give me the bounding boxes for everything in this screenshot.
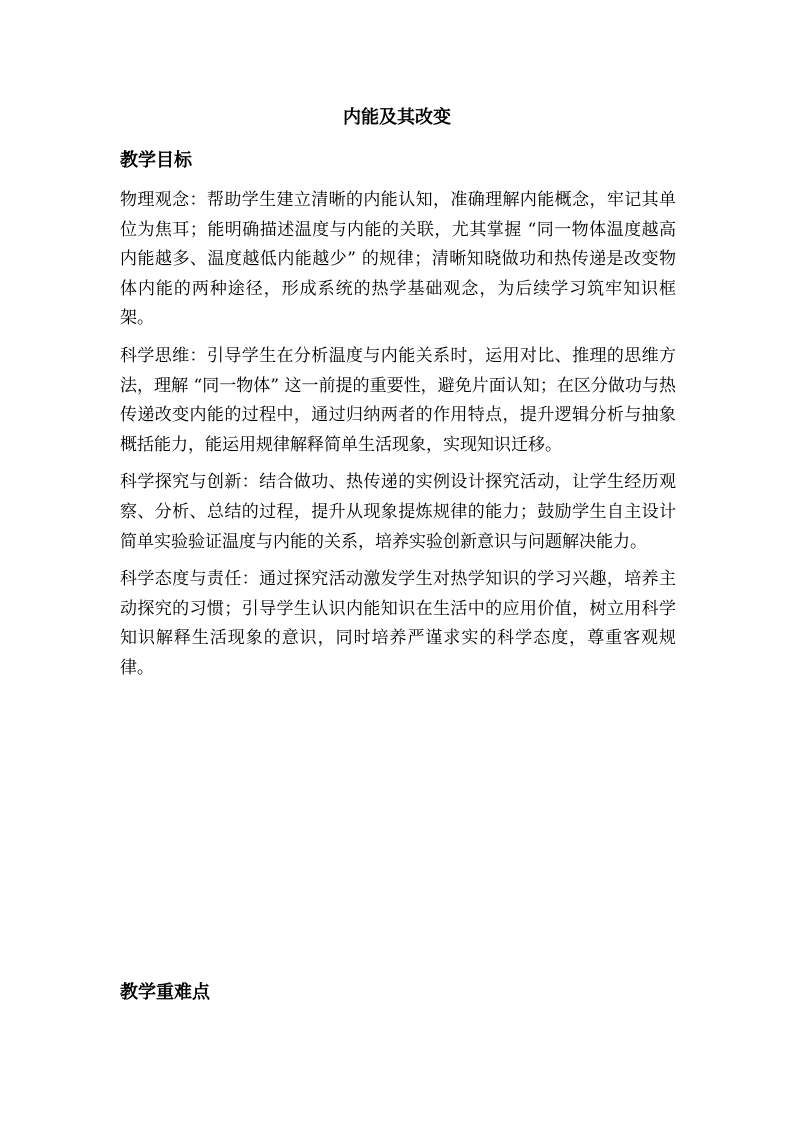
document-title: 内能及其改变 [343, 107, 451, 128]
objective-physics-concept: 物理观念：帮助学生建立清晰的内能认知，准确理解内能概念，牢记其单位为焦耳；能明确描述温度与内能的关联，尤其掌握 “同一物体温度越高内能越多、温度越低内能越少” 的规律；清晰知晓做功和热传递是改变物体内能的两种途径，形成系统的热学基础观念，为后续学习筑牢知识框架。 [120, 190, 676, 329]
teaching-objectives-heading: 教学目标 [120, 150, 192, 171]
key-difficulties-heading: 教学重难点 [120, 982, 210, 1003]
objective-scientific-thinking: 科学思维：引导学生在分析温度与内能关系时，运用对比、推理的思维方法，理解 “同一物体” 这一前提的重要性，避免片面认知；在区分做功与热传递改变内能的过程中，通过归纳两者的作用特点，提升逻辑分析与抽象概括能力，能运用规律解释简单生活现象，实现知识迁移。 [120, 345, 676, 455]
objective-attitude-responsibility: 科学态度与责任：通过探究活动激发学生对热学知识的学习兴趣，培养主动探究的习惯；引导学生认识内能知识在生活中的应用价值，树立用科学知识解释生活现象的意识，同时培养严谨求实的科学态度，尊重客观规律。 [120, 569, 676, 678]
teaching-objectives-body [120, 186, 676, 692]
objective-inquiry-innovation: 科学探究与创新：结合做功、热传递的实例设计探究活动，让学生经历观察、分析、总结的过程，提升从现象提炼规律的能力；鼓励学生自主设计简单实验验证温度与内能的关系，培养实验创新意识与问题解决能力。 [120, 472, 676, 552]
